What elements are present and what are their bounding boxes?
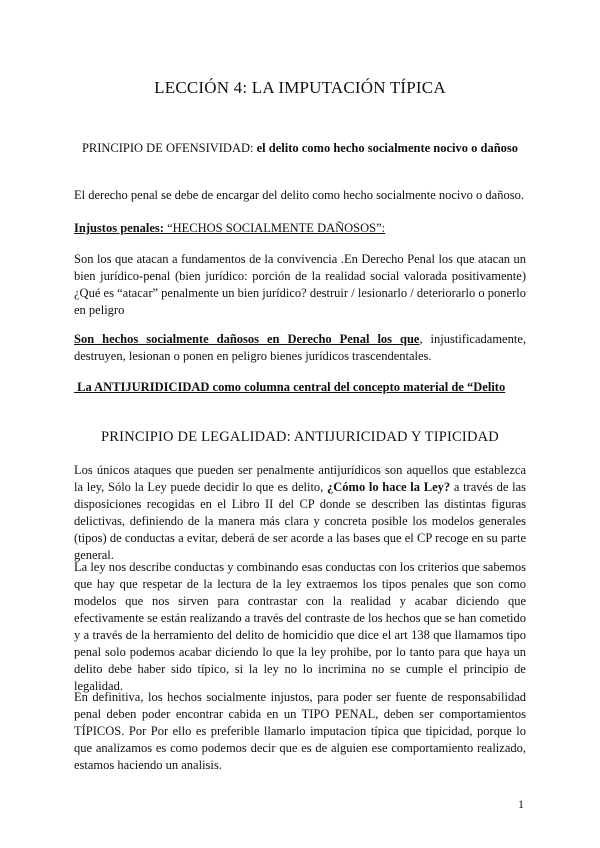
paragraph-ataques bbox=[74, 462, 526, 564]
section-heading-rest: el delito como hecho socialmente nocivo o dañoso bbox=[256, 141, 519, 155]
section-heading-ofensividad bbox=[74, 139, 526, 157]
hechos-danosos-bold: Son hechos socialmente dañosos en Derecho Penal los que bbox=[74, 332, 420, 346]
injustos-heading-bold: Injustos penales: bbox=[74, 221, 164, 235]
section-heading-lead: PRINCIPIO DE OFENSIVIDAD: bbox=[81, 141, 257, 155]
antijuridicidad-line bbox=[74, 379, 526, 396]
ataques-question: ¿Cómo lo hace la Ley? bbox=[327, 480, 451, 494]
ataques-text-b: a través de las disposiciones recogidas en el Libro II del CP donde se describen las distintas figuras delictivas, definiendo de la manera más clara y concreta posible los modelos generales (tipos) de conductas a evitar, deberá de ser acorde a las bases que el CP recoge en su parte general. bbox=[74, 480, 526, 562]
section-title-legalidad: PRINCIPIO DE LEGALIDAD: ANTIJURICIDAD Y TIPICIDAD bbox=[101, 429, 499, 445]
paragraph-ley-conductas: La ley nos describe conductas y combinando esas conductas con los criterios que sabemos que hay que respetar de la lectura de la ley extraemos los tipos penales que son como modelos que nos sirven para contrastar con la realidad y acabar diciendo que efectivamente se están realizando a través del contraste de los hechos que se han cometido y a través de la herramiento del delito de homicidio que dice el art 138 que llamamos tipo penal solo podemos acabar diciendo lo que la ley prohibe, por lo tanto para que haya un delito debe haber sido típico, si la ley no lo incrimina no se cumple el principio de legalidad. bbox=[74, 560, 526, 693]
paragraph-derecho-penal: El derecho penal se debe de encargar del delito como hecho socialmente nocivo o dañoso. bbox=[74, 188, 524, 202]
page-number: 1 bbox=[518, 797, 524, 811]
ataques-text-a: Los únicos ataques que pueden ser penalmente antijurídicos son aquellos que establezca la ley, Sólo la Ley puede decidir lo que es delito, bbox=[74, 463, 526, 494]
paragraph-injustos: Son los que atacan a fundamentos de la convivencia .En Derecho Penal los que atacan un bien jurídico-penal (bien jurídico: porción de la realidad social valorada positivamente) ¿Qué es “atacar” penalmente un bien jurídico? destruir / lesionarlo / deteriorarlo o ponerlo en peligro bbox=[74, 252, 526, 317]
injustos-heading bbox=[74, 220, 526, 237]
antijuridicidad-text: La ANTIJURIDICIDAD como columna central del concepto material de “Delito bbox=[74, 380, 506, 394]
hechos-danosos-rest: , injustificadamente, destruyen, lesionan o ponen en peligro bienes jurídicos trascendentales. bbox=[74, 332, 526, 363]
paragraph-hechos-danosos bbox=[74, 331, 526, 365]
paragraph-definitiva: En definitiva, los hechos socialmente injustos, para poder ser fuente de responsabilidad penal deben poder encontrar cabida en un TIPO PENAL, deben ser comportamientos TÍPICOS. Por Por ello es preferible llamarlo imputacion típica que tipicidad, porque lo que analizamos es como podemos decir que es de alguien ese comportamiento realizado, estamos haciendo un analisis. bbox=[74, 690, 526, 772]
lesson-title: LECCIÓN 4: LA IMPUTACIÓN TÍPICA bbox=[154, 78, 446, 97]
injustos-heading-rest: “HECHOS SOCIALMENTE DAÑOSOS”: bbox=[163, 221, 386, 235]
